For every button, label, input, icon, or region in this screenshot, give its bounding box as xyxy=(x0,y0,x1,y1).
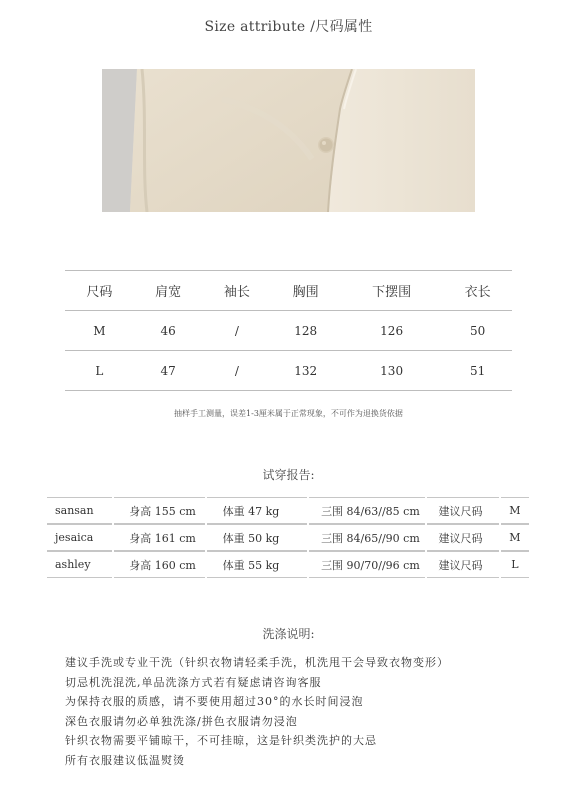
model-weight: 体重 55 kg xyxy=(207,551,307,578)
wash-instructions-list xyxy=(65,653,545,770)
model-measurements: 三围 84/65//90 cm xyxy=(309,524,424,551)
model-weight: 体重 50 kg xyxy=(207,524,307,551)
suggested-size: L xyxy=(501,551,529,578)
list-item: 建议手洗或专业干洗（针织衣物请轻柔手洗，机洗甩干会导致衣物变形） xyxy=(65,656,449,669)
model-name: ashley xyxy=(47,551,112,578)
cell-hem: 126 xyxy=(380,323,404,338)
suggested-size: M xyxy=(501,497,529,524)
header-sleeve: 袖长 xyxy=(223,285,250,300)
table-row xyxy=(65,351,512,391)
cell-size: L xyxy=(95,363,104,378)
list-item: 切忌机洗混洗,单品洗涤方式若有疑虑请咨询客服 xyxy=(65,675,322,689)
header-size: 尺码 xyxy=(86,285,113,300)
header-shoulder: 肩宽 xyxy=(155,285,182,300)
header-length: 衣长 xyxy=(464,285,491,300)
header-hem: 下摆围 xyxy=(372,285,412,300)
cell-sleeve: / xyxy=(234,363,239,378)
model-name: jesaica xyxy=(47,524,112,551)
cell-sleeve: / xyxy=(234,323,239,338)
table-row xyxy=(47,551,529,578)
size-table-header xyxy=(65,271,512,311)
size-table xyxy=(65,270,512,391)
cell-length: 51 xyxy=(469,363,486,378)
table-row xyxy=(47,524,529,551)
suggested-size: M xyxy=(501,524,529,551)
page-title: Size attribute /尺码属性 xyxy=(204,19,373,35)
model-measurements: 三围 90/70//96 cm xyxy=(309,551,424,578)
model-height: 身高 155 cm xyxy=(114,497,204,524)
garment-photo xyxy=(102,69,475,212)
cell-chest: 132 xyxy=(294,363,318,378)
suggested-size-label: 建议尺码 xyxy=(427,551,499,578)
list-item: 为保持衣服的质感，请不要使用超过30°的水长时间浸泡 xyxy=(65,695,364,708)
suggested-size-label: 建议尺码 xyxy=(427,524,499,551)
model-name: sansan xyxy=(47,497,112,524)
suggested-size-label: 建议尺码 xyxy=(427,497,499,524)
header-chest: 胸围 xyxy=(292,285,319,300)
cell-shoulder: 46 xyxy=(160,323,176,338)
model-height: 身高 161 cm xyxy=(114,524,204,551)
list-item: 针织衣物需要平铺晾干，不可挂晾，这是针织类洗护的大忌 xyxy=(65,734,377,747)
cell-length: 50 xyxy=(469,323,486,338)
model-measurements: 三围 84/63//85 cm xyxy=(309,497,424,524)
list-item: 所有衣服建议低温熨烫 xyxy=(65,753,185,767)
model-weight: 体重 47 kg xyxy=(207,497,307,524)
cell-size: M xyxy=(93,323,106,338)
wash-instructions-title: 洗涤说明: xyxy=(262,627,315,641)
trial-report-table xyxy=(45,497,531,578)
cell-hem: 130 xyxy=(380,363,404,378)
trial-report-title: 试穿报告: xyxy=(262,468,315,482)
cell-shoulder: 47 xyxy=(160,363,176,378)
table-row xyxy=(47,497,529,524)
measurement-note: 抽样手工测量，误差1-3厘米属于正常现象，不可作为退换货依据 xyxy=(174,409,403,418)
list-item: 深色衣服请勿必单独洗涤/拼色衣服请勿浸泡 xyxy=(65,714,298,728)
table-row xyxy=(65,311,512,351)
cell-chest: 128 xyxy=(294,323,318,338)
model-height: 身高 160 cm xyxy=(114,551,204,578)
